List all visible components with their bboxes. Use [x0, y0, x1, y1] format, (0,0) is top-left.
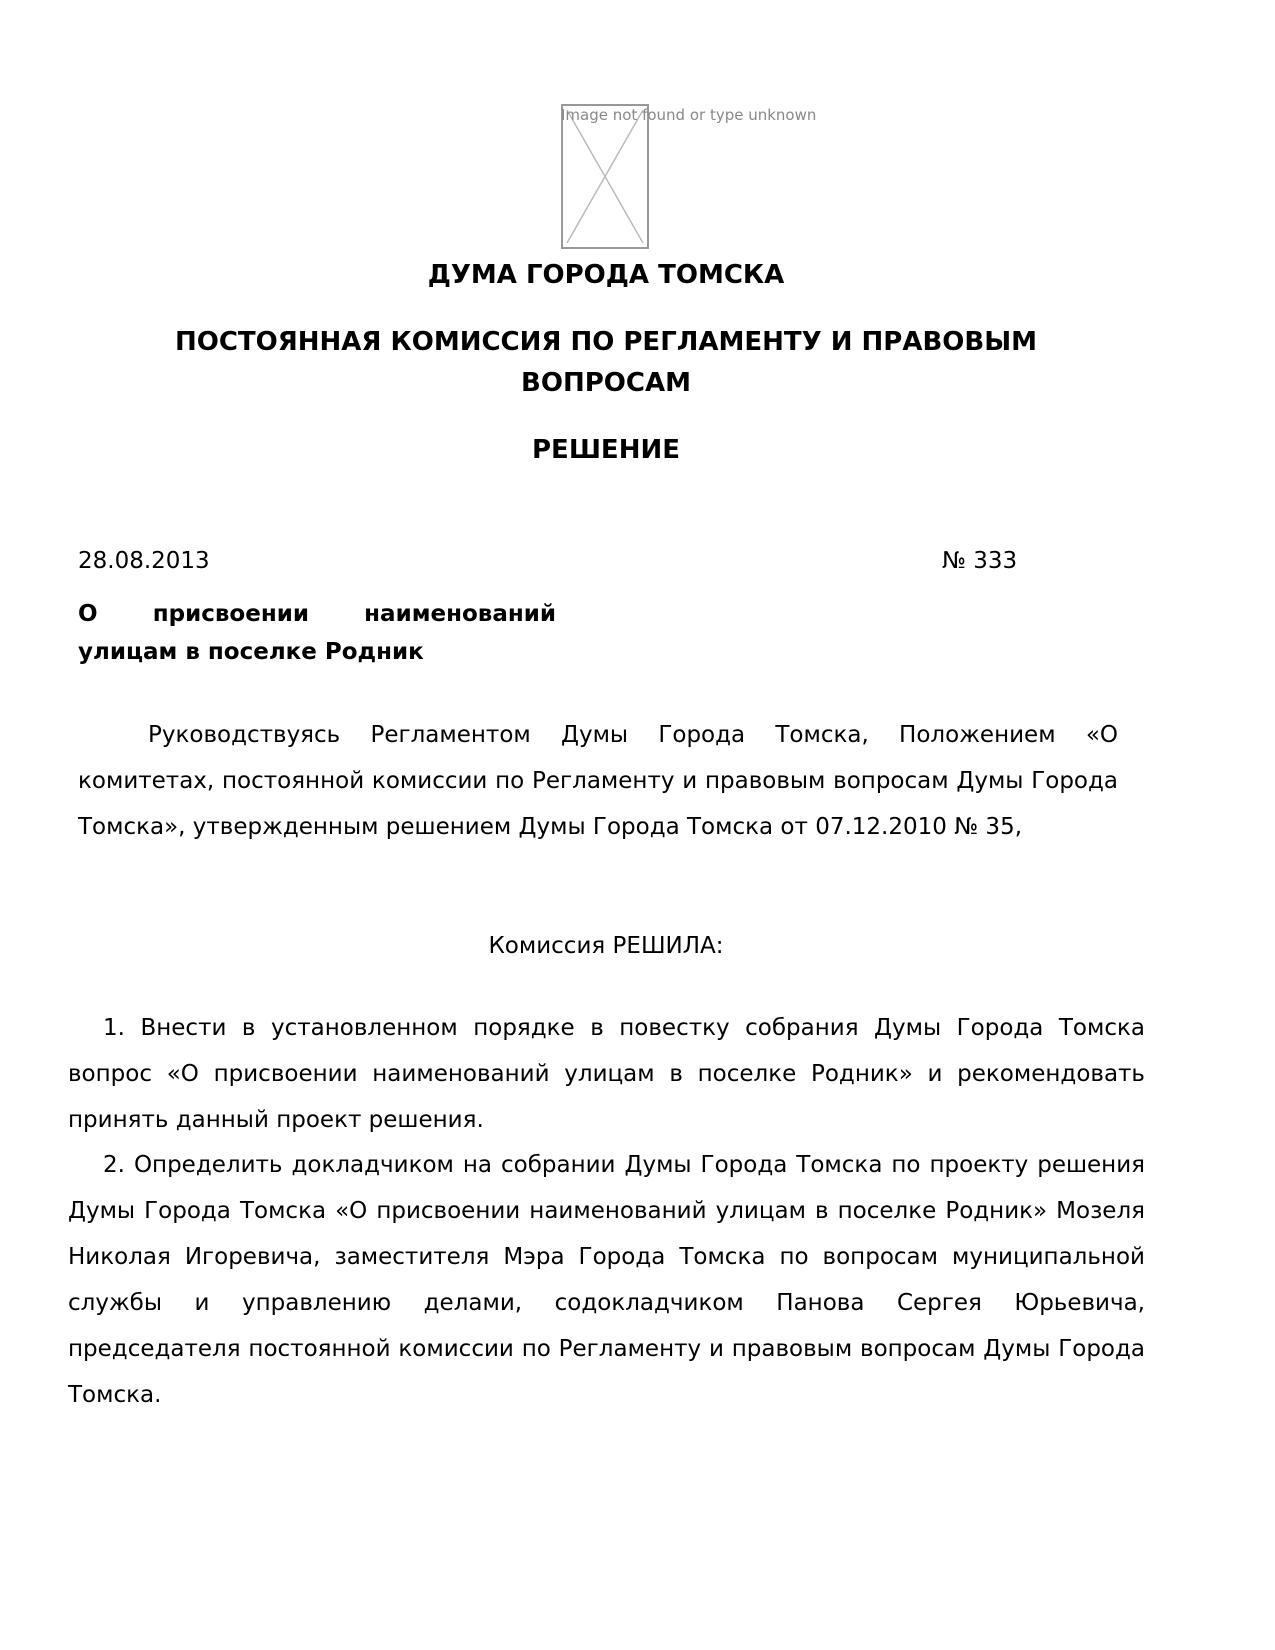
- document-type: РЕШЕНИЕ: [532, 435, 680, 465]
- document-number: № 333: [942, 548, 1018, 574]
- item-text: Определить докладчиком на собрании Думы Города Томска по проекту решения Думы Города Томска «О присвоении наименований улицам в поселке Родник» Мозеля Николая Игоревича, заместителя Мэра Города Томска по вопросам муниципальной службы и управлению делами, содокладчиком Панова Сергея Юрьевича, председателя постоянной комиссии по Регламенту и правовым вопросам Думы Города Томска.: [68, 1152, 1145, 1408]
- resolution-item-2: [68, 1142, 1145, 1418]
- item-number: 2.: [103, 1152, 125, 1178]
- document-date: 28.08.2013: [78, 548, 210, 574]
- item-number: 1.: [103, 1015, 125, 1041]
- broken-image-icon: [561, 104, 649, 249]
- preamble-paragraph: Руководствуясь Регламентом Думы Города Томска, Положением «О комитетах, постоянной комиссии по Регламенту и правовым вопросам Думы Города Томска», утвержденным решением Думы Города Томска от 07.12.2010 № 35,: [78, 722, 1118, 840]
- org-title: ДУМА ГОРОДА ТОМСКА: [427, 260, 785, 290]
- item-text: Внести в установленном порядке в повестку собрания Думы Города Томска вопрос «О присвоении наименований улицам в поселке Родник» и рекомендовать принять данный проект решения.: [68, 1015, 1145, 1133]
- resolved-heading: Комиссия РЕШИЛА:: [488, 933, 724, 959]
- image-alt-text: Image not found or type unknown: [561, 106, 817, 124]
- commission-title: ПОСТОЯННАЯ КОМИССИЯ ПО РЕГЛАМЕНТУ И ПРАВОВЫМ ВОПРОСАМ: [174, 327, 1038, 398]
- resolution-item-1: [68, 1005, 1145, 1143]
- document-subject: О присвоении наименований улицам в поселке Родник: [78, 601, 556, 665]
